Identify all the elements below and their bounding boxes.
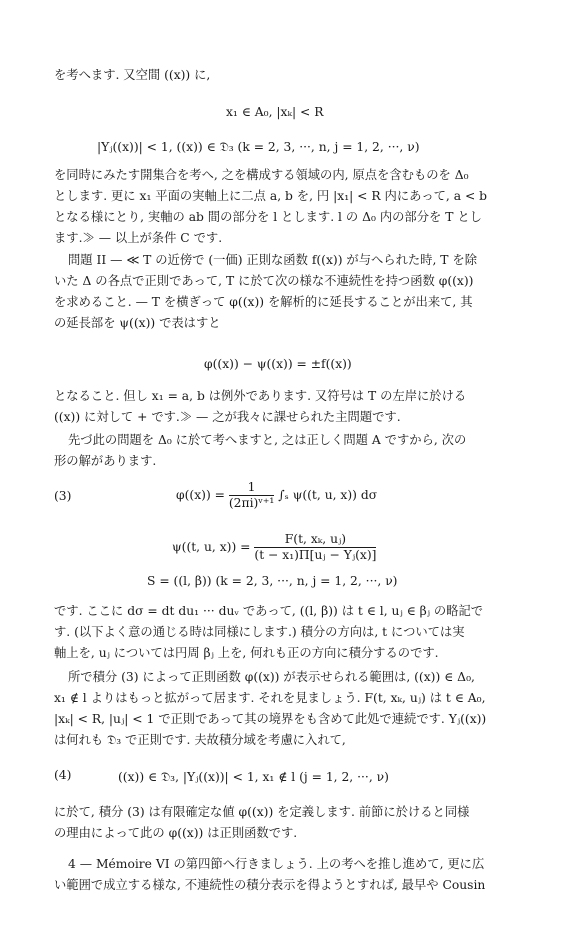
text-line: とします. 更に x₁ 平面の実軸上に二点 a, b を, 円 |x₁| < R 内にあって, a < b (54, 189, 488, 203)
fraction-denominator: (2πi)ᵛ⁺¹ (228, 496, 275, 510)
fraction (254, 532, 376, 563)
equation (172, 532, 376, 563)
text-line: となる様にとり, 実軸の ab 間の部分を l とします. l の Δ₀ 内の部分を T とし (54, 210, 482, 224)
text-line: を同時にみたす開集合を考へ, 之を構成する領域の内, 原点を含むものを Δ₀ (54, 168, 469, 182)
text-line: の延長部を ψ((x)) で表はすと (54, 316, 221, 330)
text-line: 形の解があります. (54, 454, 157, 468)
fraction-numerator: 1 (229, 480, 274, 496)
fraction (229, 480, 274, 511)
fraction-denominator: (t − x₁)Π[uⱼ − Yⱼ(x)] (254, 548, 377, 562)
text-line: い範囲で成立する様な, 不連続性の積分表示を得ようとすれば, 最早や Cousin (54, 878, 486, 892)
equation-lhs: φ((x)) = (176, 488, 225, 502)
text-line: です. ここに dσ = dt du₁ ··· duᵥ であって, ((l, β)) は t ∈ l, uⱼ ∈ βⱼ の略記で (54, 604, 484, 618)
fraction-numerator: F(t, xₖ, uⱼ) (254, 532, 376, 548)
equation: |Yⱼ((x))| < 1, ((x)) ∈ 𝔇₃ (k = 2, 3, ···, n, j = 1, 2, ···, ν) (97, 140, 420, 154)
text-line: ((x)) に対して + です.≫ — 之が我々に課せられた主問題です. (54, 410, 401, 424)
equation: x₁ ∈ A₀, |xₖ| < R (226, 105, 324, 119)
text-line: す. (以下よく意の通じる時は同様にします.) 積分の方向は, t については実 (54, 625, 465, 639)
equation: φ((x)) − ψ((x)) = ±f((x)) (204, 357, 352, 371)
equation-number: (4) (54, 768, 72, 782)
text-line: 問題 II — ≪ T の近傍で (一価) 正則な函数 f((x)) が与へられた時, T を除 (68, 253, 477, 267)
text-line: |xₖ| < R, |uⱼ| < 1 で正則であって其の境界をも含めて此処で連続です. Yⱼ((x)) (54, 712, 487, 726)
text-line: 先づ此の問題を Δ₀ に於て考へますと, 之は正しく問題 A ですから, 次の (68, 433, 467, 447)
text-line: は何れも 𝔇₃ で正則です. 夫故積分域を考慮に入れて, (54, 733, 346, 747)
equation: ((x)) ∈ 𝔇₃, |Yⱼ((x))| < 1, x₁ ∉ l (j = 1, 2, ···, ν) (118, 770, 389, 784)
equation: S = ((l, β)) (k = 2, 3, ···, n, j = 1, 2, ···, ν) (147, 574, 398, 588)
text-line: ます.≫ — 以上が条件 C です. (54, 231, 223, 245)
equation-rhs: ∫ₛ ψ((t, u, x)) dσ (278, 488, 378, 502)
text-line: いた Δ の各点で正則であって, T に於て次の様な不連続性を持つ函数 φ((x)) (54, 274, 474, 288)
text-line: に於て, 積分 (3) は有限確定な値 φ((x)) を定義します. 前節に於けると同様 (54, 805, 470, 819)
text-line: を考へます. 又空間 ((x)) に, (54, 68, 211, 82)
text-line: 軸上を, uⱼ については円周 βⱼ 上を, 何れも正の方向に積分するのです. (54, 646, 439, 660)
equation-number: (3) (54, 489, 72, 503)
text-line: 所で積分 (3) によって正則函数 φ((x)) が表示せられる範囲は, ((x)) ∈ Δ₀, (68, 670, 475, 684)
equation-lhs: ψ((t, u, x)) = (172, 540, 251, 554)
text-line: x₁ ∉ l よりはもっと拡がって居ます. それを見ましょう. F(t, xₖ, uⱼ) は t ∈ A₀, (54, 691, 486, 705)
text-line: となること. 但し x₁ = a, b は例外であります. 又符号は T の左岸に於ける (54, 389, 467, 403)
text-line: の理由によって此の φ((x)) は正則函数です. (54, 826, 298, 840)
text-line: 4 — Mémoire VI の第四節へ行きましょう. 上の考へを推し進めて, 更に広 (68, 857, 485, 871)
text-line: を求めること. — T を横ぎって φ((x)) を解析的に延長することが出来て, 其 (54, 295, 473, 309)
equation (176, 480, 377, 511)
